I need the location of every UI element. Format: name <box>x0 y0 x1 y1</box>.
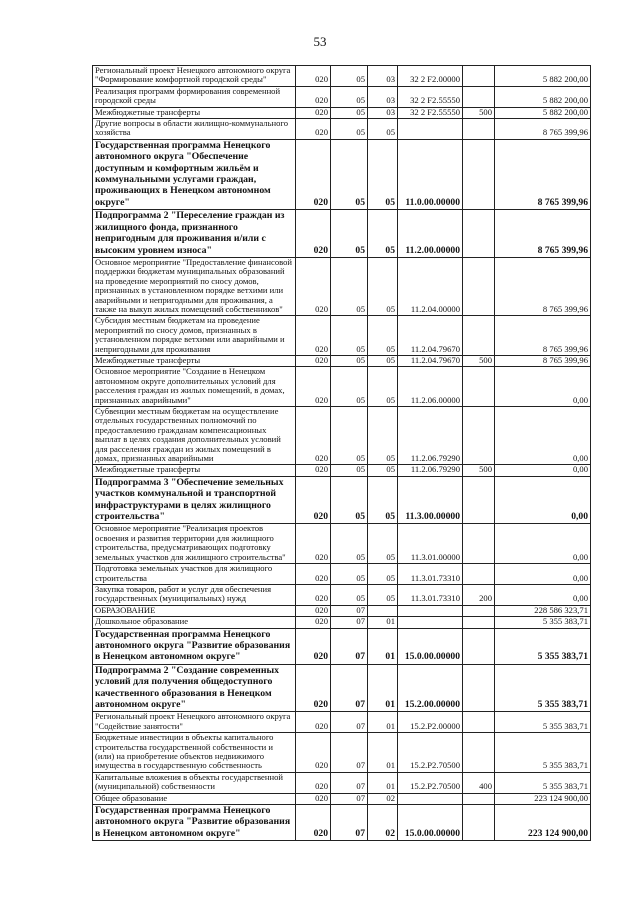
row-description: Региональный проект Ненецкого автономного округа "Содействие занятости" <box>93 712 296 733</box>
row-section-code: 05 <box>331 407 368 465</box>
row-amount: 8 765 399,96 <box>495 257 591 315</box>
budget-table <box>92 65 591 841</box>
row-section-code: 05 <box>331 107 368 118</box>
row-grbs-code: 020 <box>296 465 331 476</box>
row-grbs-code: 020 <box>296 210 331 258</box>
page-number: 53 <box>313 34 327 49</box>
row-expense-type <box>463 316 495 356</box>
row-grbs-code: 020 <box>296 793 331 804</box>
row-expense-type <box>463 664 495 712</box>
row-amount: 5 355 383,71 <box>495 712 591 733</box>
row-amount: 8 765 399,96 <box>495 210 591 258</box>
row-amount: 223 124 900,00 <box>495 805 591 841</box>
table-row-program <box>93 476 591 524</box>
row-description: Субвенции местным бюджетам на осуществление отдельных государственных полномочий по предоставлению гражданам компенсационных выплат в целях создания дополнительных условий для расселения граждан из жилых помещений в домах, признанных аварийными <box>93 407 296 465</box>
table-row <box>93 712 591 733</box>
row-section-code: 05 <box>331 584 368 605</box>
row-amount: 5 355 383,71 <box>495 617 591 628</box>
row-expense-type <box>463 605 495 616</box>
row-target-article: 15.2.P2.70500 <box>398 733 463 773</box>
row-amount: 8 765 399,96 <box>495 316 591 356</box>
row-section-code: 07 <box>331 733 368 773</box>
row-section-code: 05 <box>331 465 368 476</box>
row-grbs-code: 020 <box>296 476 331 524</box>
table-row <box>93 733 591 773</box>
table-row <box>93 772 591 793</box>
table-row <box>93 564 591 585</box>
row-target-article: 15.2.00.00000 <box>398 664 463 712</box>
row-description: Субсидия местным бюджетам на проведение мероприятий по сносу домов, признанных в установленном порядке ветхими или аварийными и непригодными для проживания <box>93 316 296 356</box>
row-target-article: 15.0.00.00000 <box>398 628 463 664</box>
row-grbs-code: 020 <box>296 628 331 664</box>
row-subsection-code: 05 <box>368 584 398 605</box>
row-grbs-code: 020 <box>296 66 331 87</box>
row-expense-type <box>463 617 495 628</box>
table-row <box>93 367 591 407</box>
row-subsection-code: 05 <box>368 524 398 564</box>
row-target-article: 11.3.01.00000 <box>398 524 463 564</box>
row-section-code: 07 <box>331 805 368 841</box>
table-row-program <box>93 805 591 841</box>
row-subsection-code: 05 <box>368 476 398 524</box>
row-expense-type <box>463 712 495 733</box>
table-row <box>93 355 591 366</box>
table-row <box>93 119 591 140</box>
row-description: Бюджетные инвестиции в объекты капитального строительства государственной собственности и (или) на приобретение объектов недвижимого имущества в государственную собственность <box>93 733 296 773</box>
row-target-article: 11.2.06.79290 <box>398 465 463 476</box>
row-target-article: 15.2.P2.70500 <box>398 772 463 793</box>
row-target-article <box>398 119 463 140</box>
row-description: ОБРАЗОВАНИЕ <box>93 605 296 616</box>
row-section-code: 05 <box>331 139 368 209</box>
table-row <box>93 86 591 107</box>
row-grbs-code: 020 <box>296 367 331 407</box>
row-expense-type: 400 <box>463 772 495 793</box>
row-subsection-code: 01 <box>368 664 398 712</box>
row-subsection-code: 01 <box>368 628 398 664</box>
row-subsection-code: 01 <box>368 772 398 793</box>
row-subsection-code: 02 <box>368 805 398 841</box>
row-amount: 5 355 383,71 <box>495 733 591 773</box>
row-target-article: 15.0.00.00000 <box>398 805 463 841</box>
row-target-article <box>398 793 463 804</box>
row-expense-type <box>463 257 495 315</box>
table-row <box>93 524 591 564</box>
row-section-code: 05 <box>331 316 368 356</box>
row-section-code: 07 <box>331 664 368 712</box>
row-target-article: 11.2.00.00000 <box>398 210 463 258</box>
row-description: Подготовка земельных участков для жилищного строительства <box>93 564 296 585</box>
row-target-article: 32 2 F2.55550 <box>398 107 463 118</box>
row-description: Государственная программа Ненецкого автономного округа "Обеспечение доступным и комфортным жильём и коммунальными услугами граждан, проживающих в Ненецком автономном округе" <box>93 139 296 209</box>
table-row <box>93 316 591 356</box>
row-section-code: 05 <box>331 524 368 564</box>
row-expense-type <box>463 86 495 107</box>
row-grbs-code: 020 <box>296 316 331 356</box>
row-amount: 5 355 383,71 <box>495 772 591 793</box>
row-subsection-code: 02 <box>368 793 398 804</box>
row-target-article: 11.2.04.79670 <box>398 316 463 356</box>
row-subsection-code: 03 <box>368 66 398 87</box>
row-expense-type <box>463 66 495 87</box>
row-target-article: 11.2.06.79290 <box>398 407 463 465</box>
row-expense-type <box>463 524 495 564</box>
row-section-code: 05 <box>331 210 368 258</box>
row-section-code: 07 <box>331 793 368 804</box>
table-row <box>93 465 591 476</box>
row-description: Подпрограмма 3 "Обеспечение земельных участков коммунальной и транспортной инфраструктурами в целях жилищного строительства" <box>93 476 296 524</box>
row-expense-type <box>463 564 495 585</box>
row-grbs-code: 020 <box>296 524 331 564</box>
row-grbs-code: 020 <box>296 605 331 616</box>
row-grbs-code: 020 <box>296 664 331 712</box>
table-row <box>93 107 591 118</box>
table-row-program <box>93 628 591 664</box>
row-grbs-code: 020 <box>296 119 331 140</box>
row-description: Реализация программ формирования современной городской среды <box>93 86 296 107</box>
row-amount: 5 882 200,00 <box>495 66 591 87</box>
row-target-article: 11.3.00.00000 <box>398 476 463 524</box>
row-expense-type <box>463 733 495 773</box>
row-grbs-code: 020 <box>296 139 331 209</box>
row-section-code: 05 <box>331 257 368 315</box>
row-grbs-code: 020 <box>296 584 331 605</box>
row-description: Межбюджетные трансферты <box>93 465 296 476</box>
row-target-article: 32 2 F2.00000 <box>398 66 463 87</box>
row-amount: 223 124 900,00 <box>495 793 591 804</box>
row-subsection-code: 05 <box>368 355 398 366</box>
row-subsection-code <box>368 605 398 616</box>
row-grbs-code: 020 <box>296 805 331 841</box>
row-amount: 0,00 <box>495 465 591 476</box>
row-expense-type <box>463 119 495 140</box>
budget-table-body <box>93 66 591 841</box>
row-subsection-code: 01 <box>368 733 398 773</box>
row-target-article <box>398 617 463 628</box>
row-grbs-code: 020 <box>296 107 331 118</box>
row-amount: 8 765 399,96 <box>495 119 591 140</box>
row-section-code: 07 <box>331 712 368 733</box>
row-target-article: 11.3.01.73310 <box>398 584 463 605</box>
row-grbs-code: 020 <box>296 617 331 628</box>
row-expense-type <box>463 367 495 407</box>
row-subsection-code: 05 <box>368 465 398 476</box>
row-amount: 0,00 <box>495 564 591 585</box>
row-grbs-code: 020 <box>296 86 331 107</box>
table-row <box>93 257 591 315</box>
row-grbs-code: 020 <box>296 355 331 366</box>
row-section-code: 05 <box>331 119 368 140</box>
table-row <box>93 617 591 628</box>
row-target-article: 11.2.04.00000 <box>398 257 463 315</box>
row-subsection-code: 01 <box>368 712 398 733</box>
table-row-program <box>93 210 591 258</box>
row-expense-type <box>463 210 495 258</box>
row-section-code: 05 <box>331 476 368 524</box>
table-row <box>93 793 591 804</box>
row-grbs-code: 020 <box>296 733 331 773</box>
row-description: Межбюджетные трансферты <box>93 355 296 366</box>
row-expense-type: 500 <box>463 107 495 118</box>
row-subsection-code: 05 <box>368 119 398 140</box>
row-section-code: 05 <box>331 564 368 585</box>
row-amount: 8 765 399,96 <box>495 355 591 366</box>
row-expense-type <box>463 476 495 524</box>
row-subsection-code: 01 <box>368 617 398 628</box>
row-description: Государственная программа Ненецкого автономного округа "Развитие образования в Ненецком автономном округе" <box>93 628 296 664</box>
row-description: Подпрограмма 2 "Создание современных условий для получения общедоступного качественного образования в Ненецком автономном округе" <box>93 664 296 712</box>
row-section-code: 07 <box>331 605 368 616</box>
row-description: Основное мероприятие "Предоставление финансовой поддержки бюджетам муниципальных образований на проведение мероприятий по сносу домов, признанных в установленном порядке ветхими или аварийными и непригодными для проживания, а также на выкуп жилых помещений собственников" <box>93 257 296 315</box>
row-expense-type: 500 <box>463 465 495 476</box>
row-target-article: 32 2 F2.55550 <box>398 86 463 107</box>
table-row <box>93 605 591 616</box>
row-expense-type <box>463 139 495 209</box>
row-expense-type <box>463 805 495 841</box>
row-amount: 0,00 <box>495 524 591 564</box>
row-subsection-code: 05 <box>368 139 398 209</box>
row-section-code: 05 <box>331 355 368 366</box>
row-section-code: 05 <box>331 86 368 107</box>
row-section-code: 05 <box>331 367 368 407</box>
row-grbs-code: 020 <box>296 407 331 465</box>
row-subsection-code: 03 <box>368 107 398 118</box>
row-target-article: 11.3.01.73310 <box>398 564 463 585</box>
row-subsection-code: 05 <box>368 367 398 407</box>
row-section-code: 07 <box>331 628 368 664</box>
row-target-article: 11.0.00.00000 <box>398 139 463 209</box>
row-subsection-code: 05 <box>368 564 398 585</box>
row-description: Региональный проект Ненецкого автономного округа "Формирование комфортной городской среды" <box>93 66 296 87</box>
row-subsection-code: 05 <box>368 316 398 356</box>
row-expense-type <box>463 407 495 465</box>
row-description: Закупка товаров, работ и услуг для обеспечения государственных (муниципальных) нужд <box>93 584 296 605</box>
row-description: Государственная программа Ненецкого автономного округа "Развитие образования в Ненецком автономном округе" <box>93 805 296 841</box>
row-target-article: 11.2.06.00000 <box>398 367 463 407</box>
row-expense-type: 200 <box>463 584 495 605</box>
row-grbs-code: 020 <box>296 712 331 733</box>
row-amount: 0,00 <box>495 476 591 524</box>
row-description: Дошкольное образование <box>93 617 296 628</box>
row-description: Основное мероприятие "Реализация проектов освоения и развития территории для жилищного строительства, предусматривающих подготовку земельных участков для жилищного строительства" <box>93 524 296 564</box>
table-row <box>93 407 591 465</box>
row-target-article: 15.2.P2.00000 <box>398 712 463 733</box>
row-subsection-code: 05 <box>368 407 398 465</box>
table-row-program <box>93 139 591 209</box>
row-amount: 5 882 200,00 <box>495 86 591 107</box>
row-amount: 0,00 <box>495 407 591 465</box>
row-subsection-code: 05 <box>368 210 398 258</box>
row-target-article <box>398 605 463 616</box>
row-description: Другие вопросы в области жилищно-коммунального хозяйства <box>93 119 296 140</box>
row-amount: 0,00 <box>495 584 591 605</box>
row-description: Межбюджетные трансферты <box>93 107 296 118</box>
row-amount: 5 882 200,00 <box>495 107 591 118</box>
row-amount: 5 355 383,71 <box>495 664 591 712</box>
row-section-code: 07 <box>331 617 368 628</box>
row-amount: 5 355 383,71 <box>495 628 591 664</box>
table-row <box>93 66 591 87</box>
row-amount: 228 586 323,71 <box>495 605 591 616</box>
row-grbs-code: 020 <box>296 564 331 585</box>
row-expense-type <box>463 628 495 664</box>
row-description: Подпрограмма 2 "Переселение граждан из жилищного фонда, признанного непригодным для проживания и/или с высоким уровнем износа" <box>93 210 296 258</box>
row-grbs-code: 020 <box>296 257 331 315</box>
row-description: Основное мероприятие "Создание в Ненецком автономном округе дополнительных условий для расселения граждан из жилых помещений, в домах, признанных аварийными" <box>93 367 296 407</box>
row-grbs-code: 020 <box>296 772 331 793</box>
row-expense-type: 500 <box>463 355 495 366</box>
row-section-code: 05 <box>331 66 368 87</box>
row-expense-type <box>463 793 495 804</box>
row-amount: 0,00 <box>495 367 591 407</box>
row-section-code: 07 <box>331 772 368 793</box>
row-subsection-code: 05 <box>368 257 398 315</box>
table-row-program <box>93 664 591 712</box>
row-subsection-code: 03 <box>368 86 398 107</box>
table-row <box>93 584 591 605</box>
row-description: Капитальные вложения в объекты государственной (муниципальной) собственности <box>93 772 296 793</box>
row-amount: 8 765 399,96 <box>495 139 591 209</box>
row-description: Общее образование <box>93 793 296 804</box>
row-target-article: 11.2.04.79670 <box>398 355 463 366</box>
